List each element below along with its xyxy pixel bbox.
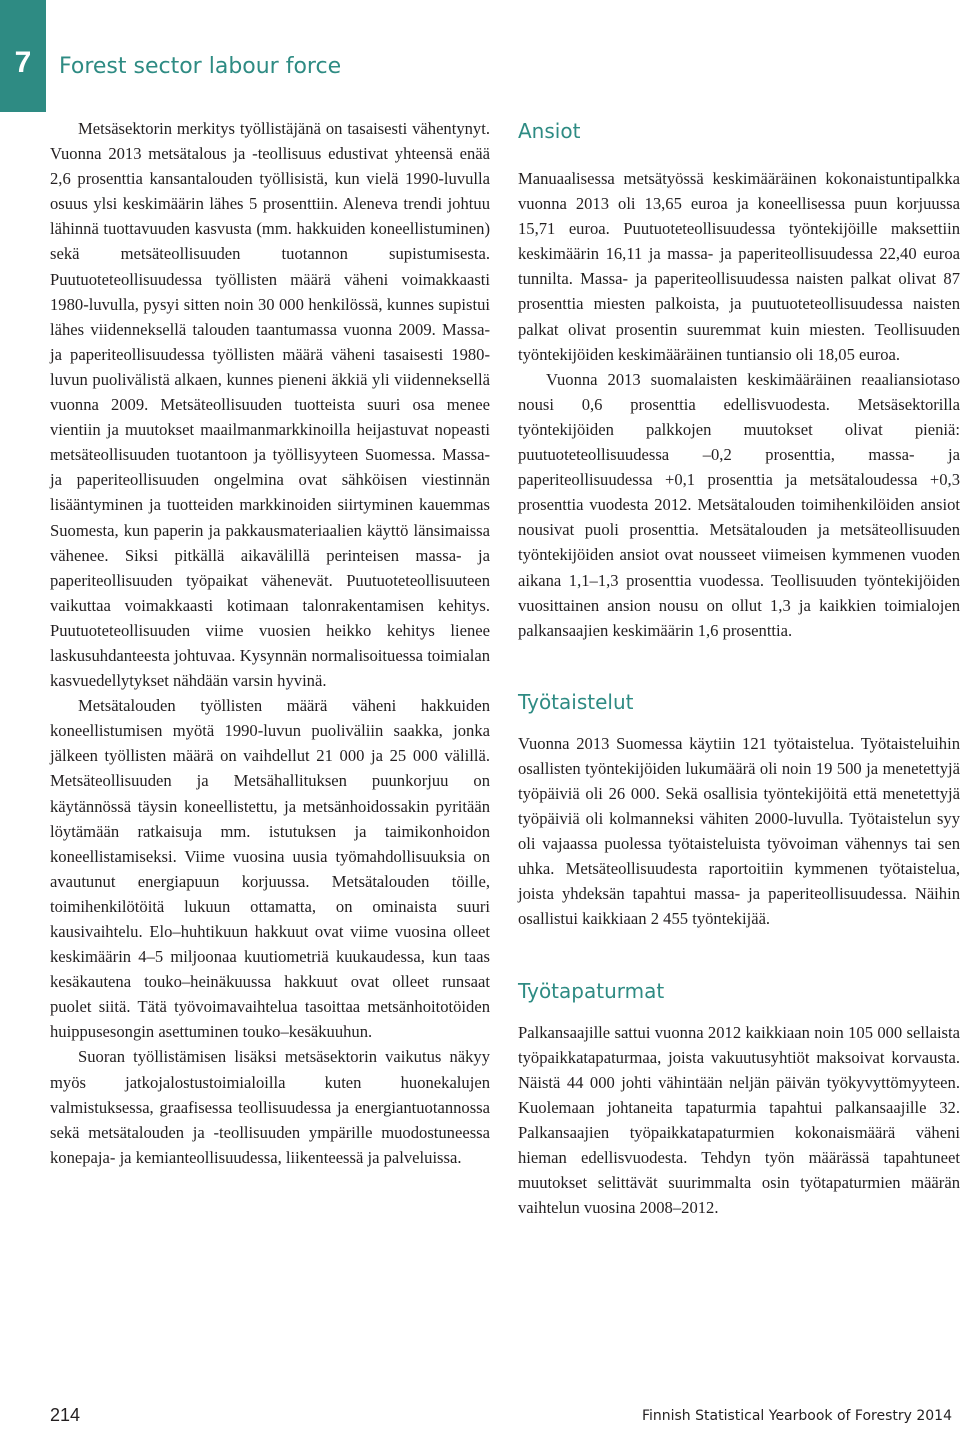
chapter-number: 7 xyxy=(14,46,32,79)
body-paragraph: Vuonna 2013 Suomessa käytiin 121 työtaistelua. Työtaisteluihin osallisten työntekijöiden lukumäärä oli noin 19 500 ja menetettyjä työpäiviä oli 26 000. Sekä osallisia työntekijöitä että menetettyjä työpäiviä oli kolmanneksi vähiten 2000-luvulla. Työtaistelun syy oli vajaassa puolessa työtaisteluista työvoiman vähennys tai sen uhka. Metsäteollisuudesta raportoitiin kymmenen työtaistelua, joista yhdeksän tapahtui massa- ja paperiteollisuudessa. Näihin osallistui kaikkiaan 2 455 työntekijää. xyxy=(518,733,960,929)
body-paragraph: Manuaalisessa metsätyössä keskimääräinen kokonaistuntipalkka vuonna 2013 oli 13,65 euroa ja koneellisessa puun korjuussa 15,71 euroa. Puutuoteteollisuudessa työntekijöille maksettiin keskimäärin 16,11 ja massa- ja paperiteollisuudessa 22,40 euroa tunnilta. Massa- ja paperiteollisuudessa naisten palkat olivat 87 prosenttia miesten palkoista, ja puutuoteteollisuudessa naisten palkat olivat prosentin suuremmat kuin miesten. Teollisuuden työntekijöiden keskimääräinen tuntiansio oli 18,05 euroa. xyxy=(518,169,960,364)
body-paragraph: Vuonna 2013 suomalaisten keskimääräinen reaaliansiotaso nousi 0,6 prosenttia edellisvuodesta. Metsäsektorilla työntekijöiden palkkojen muutokset olivat pieniä: puutuoteteollisuudessa –0,2 prosenttia, massa- ja paperiteollisuudessa +0,1 prosenttia ja metsätaloudessa +0,3 prosenttia vuodesta 2012. Metsätalouden toimihenkilöiden ansiot nousivat puoli prosenttia. Metsätalouden ja metsäteollisuuden työntekijöiden ansiot ovat nousseet viimeisen kymmenen vuoden aikana 1,1–1,3 prosenttia vuodessa. Teollisuuden työntekijöiden vuosittainen ansion nousu on ollut 1,3 ja kaikkien toimialojen palkansaajien keskimäärin 1,6 prosenttia. xyxy=(518,369,960,640)
page-number: 214 xyxy=(50,1405,81,1425)
body-paragraph: Metsäsektorin merkitys työllistäjänä on tasaisesti vähentynyt. Vuonna 2013 metsätalous ja -teollisuus edustivat yhteensä enää 2,6 prosenttia kansantalouden työllisistä, kun vielä 1990-luvulla osuus ylsi keskimäärin lähes 5 prosenttiin. Aleneva trendi johtuu lähinnä tuottavuuden kasvusta (mm. hakkuiden koneellistuminen) sekä metsäteollisuuden tuotannon supistumisesta. Puutuoteteollisuudessa työllisten määrä väheni voimakkaasti 1980-luvulla, pysyi sitten noin 30 000 henkilössä, kunnes supistui lähes viidenneksellä talouden taantumassa vuonna 2009. Massa- ja paperiteollisuudessa työllisten määrä väheni tasaisesti 1980-luvun puolivälistä alkaen, kunnes pieneni äkkiä yli viidenneksellä vuonna 2009. Metsäteollisuuden tuotteista suuri osa menee vientiin ja muutokset maailmanmarkkinoilla heijastuvat nopeasti metsäteollisuuden tuotantoon ja työllisyyteen Suomessa. Massa- ja paperiteollisuuden ongelmina ovat sähköisen viestinnän lisääntyminen ja tuotteiden markkinoiden siirtyminen kauemmas Suomesta, kun paperin ja pakkausmateriaalien käyttö länsimaissa vähenee. Siksi pitkällä aikavälillä perinteisen massa- ja paperiteollisuuden työpaikat vähenevät. Puutuoteteollisuuteen vaikuttaa voimakkaasti kotimaan talonrakentamisen kehitys. Puutuoteteollisuuden viime vuosien heikko kehitys lienee laskusuhdanteesta johtuvaa. Kysynnän normalisoituessa toimialan kasvuedellytykset nähdään varsin hyvinä. xyxy=(50,119,490,691)
chapter-title: Forest sector labour force xyxy=(59,54,342,79)
body-paragraph: Palkansaajille sattui vuonna 2012 kaikkiaan noin 105 000 sellaista työpaikkatapaturmaa, joista vakuutusyhtiöt maksoivat korvausta. Näistä 44 000 johti vähintään neljän päivän työkyvyttömyyteen. Kuolemaan johtaneita tapaturmia tapahtui palkansaajille 32. Palkansaajien työpaikkatapaturmien kokonaismäärä väheni hieman edellisvuodesta. Tehdyn työn määrässä tapahtuneet muutokset selittävät suurimmalta osin työtapaturmien määrän vaihtelun vuosina 2008–2012. xyxy=(518,1022,960,1218)
body-paragraph: Metsätalouden työllisten määrä väheni hakkuiden koneellistumisen myötä 1990-luvun puoliväliin saakka, jonka jälkeen työllisten määrä on vaihdellut 21 000 ja 25 000 välillä. Metsäteollisuuden ja Metsähallituksen puunkorjuu on käytännössä täysin koneellistettu, ja metsänhoidossakin pyritään löytämään ratkaisuja mm. istutuksen ja taimikonhoidon koneellistamiseksi. Viime vuosina uusia työmahdollisuuksia on avautunut energiapuun korjuussa. Metsätalouden töille, toimihenkilötöitä lukuun ottamatta, on ominaista suuri kausivaihtelu. Elo–huhtikuun hakkuut ovat viime vuosina olleet keskimäärin 4–5 miljoonaa kuutiometriä kuukaudessa, kun taas kesäkautena touko–heinäkuussa hakkuut ovat olleet runsaat puolet siitä. Tätä työvoimavaihtelua tasoittaa metsänhoitotöiden huippusesongin asettuminen touko–kesäkuuhun. xyxy=(50,696,490,1042)
right-column xyxy=(518,116,960,1220)
section-heading-ansiot: Ansiot xyxy=(518,119,581,143)
body-paragraph: Suoran työllistämisen lisäksi metsäsektorin vaikutus näkyy myös jatkojalostustoimialoilla kuten huonekalujen valmistuksessa, graafisessa teollisuudessa ja energiantuotannossa sekä metsätalouden ja -teollisuuden ympärille muodostuneessa konepaja- ja kemianteollisuudessa, liikenteessä ja palveluissa. xyxy=(50,1047,490,1167)
left-column xyxy=(50,116,490,1170)
section-heading-tyotapaturmat: Työtapaturmat xyxy=(518,978,665,1003)
section-heading-tyotaistelut: Työtaistelut xyxy=(518,689,634,714)
publication-title: Finnish Statistical Yearbook of Forestry 2014 xyxy=(641,1408,952,1424)
